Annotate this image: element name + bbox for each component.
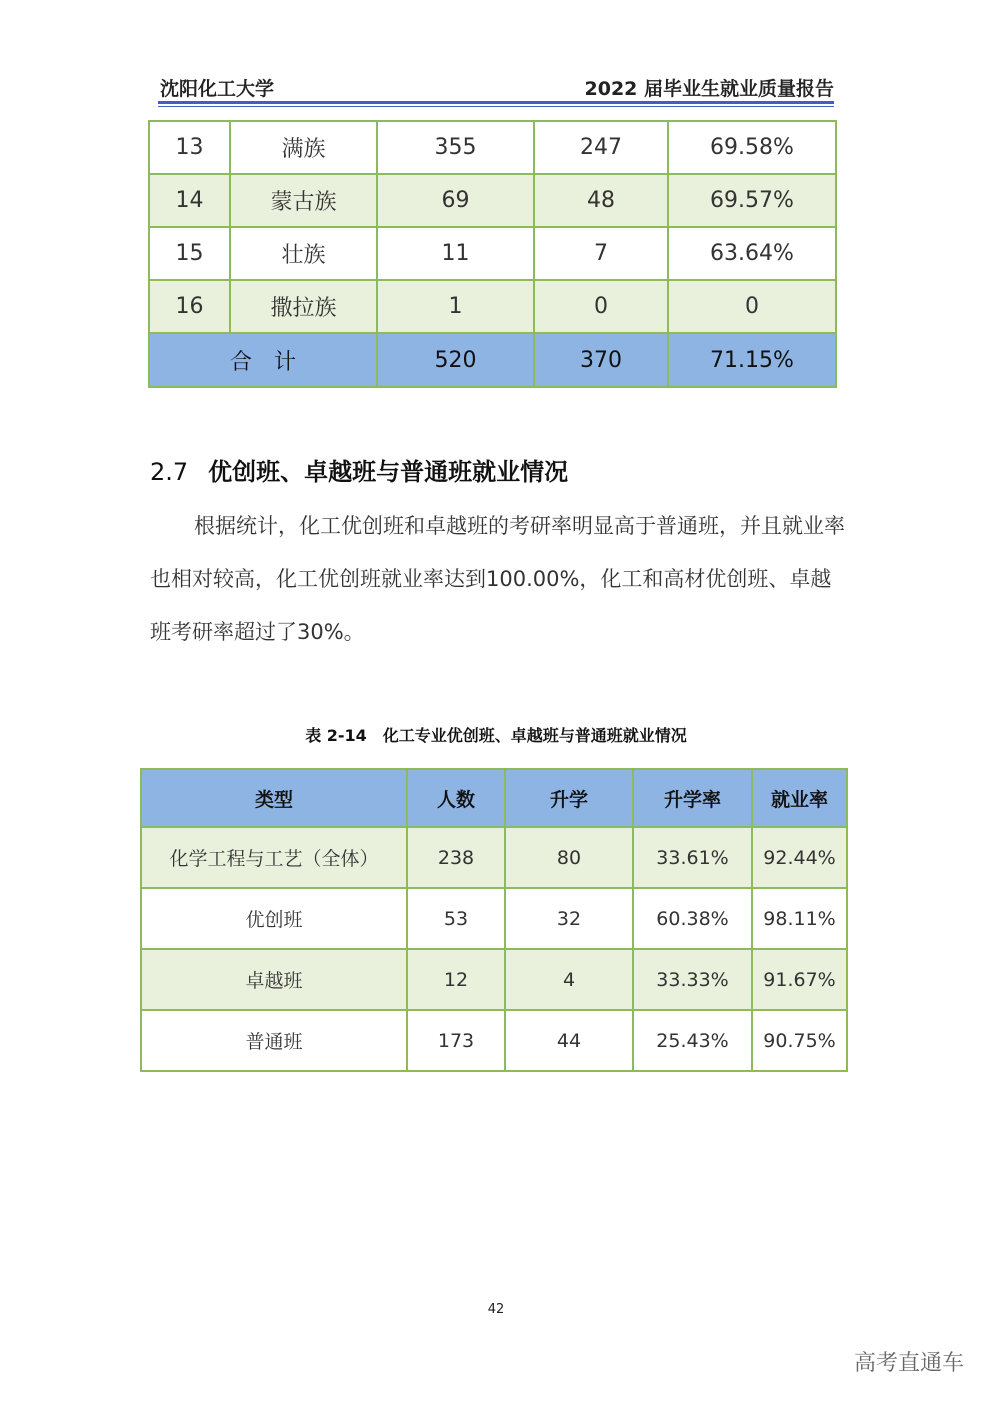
header-type: 类型 [141, 769, 407, 827]
table-row [149, 174, 836, 227]
employment-rate: 69.57% [668, 174, 836, 227]
student-count: 12 [407, 949, 505, 1010]
section-heading [150, 452, 568, 487]
student-count: 173 [407, 1010, 505, 1071]
ethnic-name: 满族 [230, 121, 377, 174]
employment-rate: 69.58% [668, 121, 836, 174]
employed-count: 247 [534, 121, 668, 174]
total-graduates: 520 [377, 333, 534, 387]
class-type: 优创班 [141, 888, 407, 949]
header-university-name: 沈阳化工大学 [160, 78, 275, 100]
total-employed: 370 [534, 333, 668, 387]
total-rate: 71.15% [668, 333, 836, 387]
ethnic-name: 撒拉族 [230, 280, 377, 333]
class-type: 化学工程与工艺（全体） [141, 827, 407, 888]
further-study-rate: 60.38% [633, 888, 752, 949]
paragraph-text: 根据统计，化工优创班和卓越班的考研率明显高于普通班，并且就业率也相对较高，化工优创班就业率达到100.00%，化工和高材优创班、卓越班考研率超过了30%。 [150, 514, 845, 644]
further-study-rate: 25.43% [633, 1010, 752, 1071]
table-row [141, 949, 847, 1010]
ethnic-name: 蒙古族 [230, 174, 377, 227]
row-number: 14 [149, 174, 230, 227]
employed-count: 48 [534, 174, 668, 227]
table-row [149, 227, 836, 280]
table-row [141, 888, 847, 949]
header-report-title: 2022 届毕业生就业质量报告 [584, 78, 834, 100]
total-row [149, 333, 836, 387]
student-count: 53 [407, 888, 505, 949]
header-employ-rate: 就业率 [752, 769, 847, 827]
further-study-rate: 33.33% [633, 949, 752, 1010]
section-number: 2.7 [150, 458, 189, 486]
employment-rate: 63.64% [668, 227, 836, 280]
further-study-count: 80 [505, 827, 633, 888]
row-number: 13 [149, 121, 230, 174]
table-header-row [141, 769, 847, 827]
table-row [141, 1010, 847, 1071]
employment-rate: 91.67% [752, 949, 847, 1010]
header-further: 升学 [505, 769, 633, 827]
employment-rate: 98.11% [752, 888, 847, 949]
table-row [149, 280, 836, 333]
further-study-count: 32 [505, 888, 633, 949]
employment-rate: 92.44% [752, 827, 847, 888]
graduates-count: 11 [377, 227, 534, 280]
total-label: 合 计 [149, 333, 377, 387]
table-row [149, 121, 836, 174]
page-number: 42 [487, 1302, 505, 1317]
employed-count: 7 [534, 227, 668, 280]
header-rule-thin [158, 106, 834, 107]
graduates-count: 1 [377, 280, 534, 333]
row-number: 15 [149, 227, 230, 280]
header-further-rate: 升学率 [633, 769, 752, 827]
further-study-rate: 33.61% [633, 827, 752, 888]
section-title: 优创班、卓越班与普通班就业情况 [208, 458, 569, 486]
further-study-count: 44 [505, 1010, 633, 1071]
header-rule [158, 101, 834, 104]
graduates-count: 355 [377, 121, 534, 174]
employment-rate: 90.75% [752, 1010, 847, 1071]
table-row [141, 827, 847, 888]
further-study-count: 4 [505, 949, 633, 1010]
class-type: 普通班 [141, 1010, 407, 1071]
employment-rate: 0 [668, 280, 836, 333]
class-type: 卓越班 [141, 949, 407, 1010]
header-count: 人数 [407, 769, 505, 827]
section-paragraph [150, 500, 846, 659]
student-count: 238 [407, 827, 505, 888]
employed-count: 0 [534, 280, 668, 333]
ethnic-employment-table [148, 120, 837, 388]
row-number: 16 [149, 280, 230, 333]
table-caption: 表 2-14 化工专业优创班、卓越班与普通班就业情况 [305, 726, 687, 745]
ethnic-name: 壮族 [230, 227, 377, 280]
watermark: 高考直通车 [853, 1351, 964, 1376]
graduates-count: 69 [377, 174, 534, 227]
class-employment-table [140, 768, 848, 1072]
